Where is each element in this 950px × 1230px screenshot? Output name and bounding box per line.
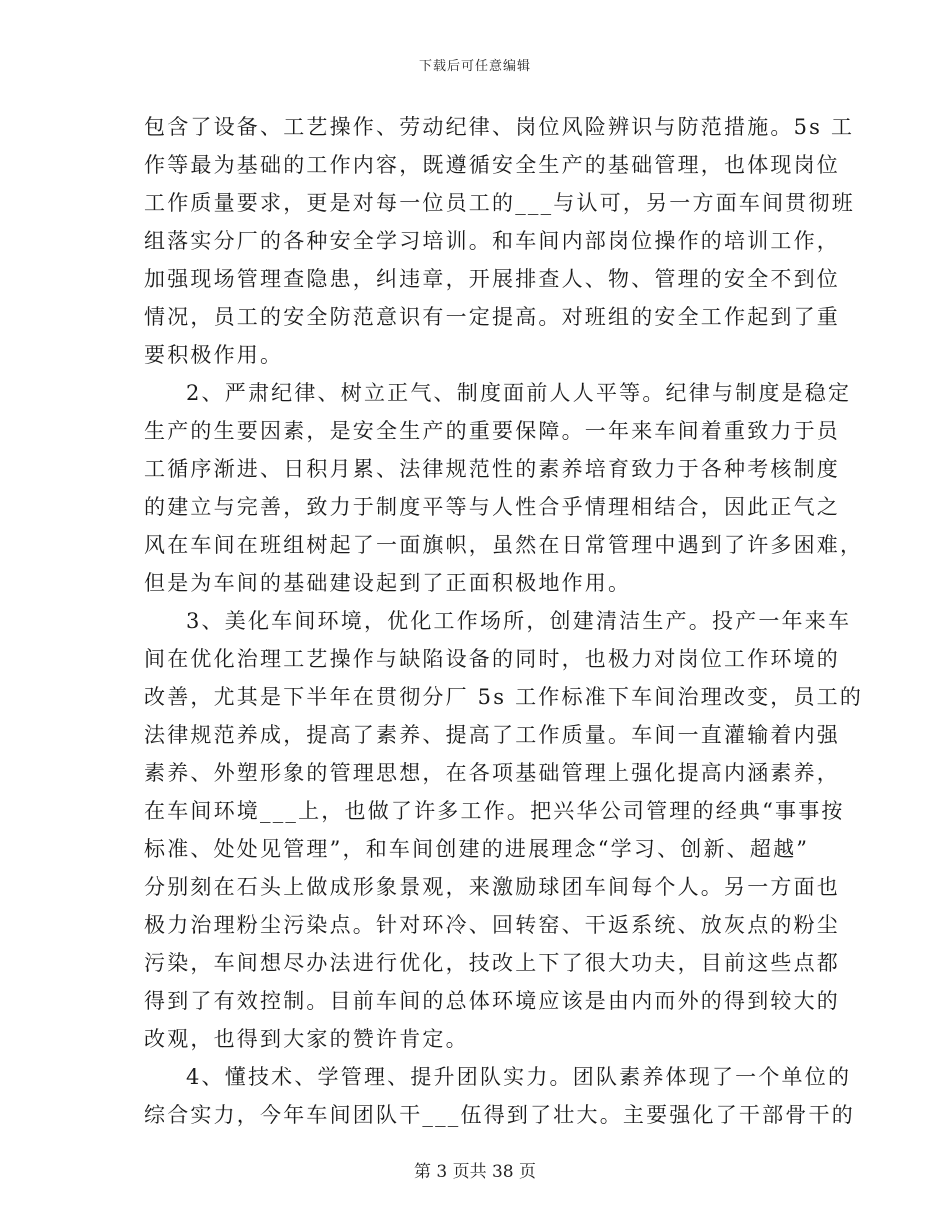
text-line: 得到了有效控制。目前车间的总体环境应该是由内而外的得到较大的 (144, 989, 840, 1013)
text-line: 间在优化治理工艺操作与缺陷设备的同时，也极力对岗位工作环境的 (144, 647, 840, 671)
text-line: 包含了设备、工艺操作、劳动纪律、岗位风险辨识与防范措施。5s 工 (144, 115, 855, 139)
document-body (144, 108, 864, 1134)
text-line: 加强现场管理查隐患，纠违章，开展排查人、物、管理的安全不到位 (144, 267, 840, 291)
text-line: 生产的生要因素，是安全生产的重要保障。一年来车间着重致力于员 (144, 419, 840, 443)
paragraph-start-line: 3、美化车间环境，优化工作场所，创建清洁生产。投产一年来车 (186, 609, 852, 633)
text-line: 组落实分厂的各种安全学习培训。和车间内部岗位操作的培训工作， (144, 229, 840, 253)
text-line: 在车间环境___上，也做了许多工作。把兴华公司管理的经典“事事按 (144, 799, 845, 823)
text-line: 要积极作用。 (144, 343, 284, 367)
text-line: 工循序渐进、日积月累、法律规范性的素养培育致力于各种考核制度 (144, 457, 840, 481)
text-line: 情况，员工的安全防范意识有一定提高。对班组的安全工作起到了重 (144, 305, 840, 329)
paragraph-start-line: 4、懂技术、学管理、提升团队实力。团队素养体现了一个单位的 (186, 1065, 852, 1089)
text-line: 工作质量要求，更是对每一位员工的___与认可，另一方面车间贯彻班 (144, 191, 855, 215)
text-line: 改观，也得到大家的赞许肯定。 (144, 1027, 469, 1051)
text-line: 分别刻在石头上做成形象景观，来激励球团车间每个人。另一方面也 (144, 875, 840, 899)
text-line: 改善，尤其是下半年在贯彻分厂 5s 工作标准下车间治理改变，员工的 (144, 685, 864, 709)
text-line: 但是为车间的基础建设起到了正面积极地作用。 (144, 571, 632, 595)
text-line: 极力治理粉尘污染点。针对环冷、回转窑、干返系统、放灰点的粉尘 (144, 913, 840, 937)
page-number-footer: 第 3 页共 38 页 (413, 1162, 537, 1182)
text-line: 污染，车间想尽办法进行优化，技改上下了很大功夫，目前这些点都 (144, 951, 840, 975)
text-line: 标准、处处见管理”，和车间创建的进展理念“学习、创新、超越” (144, 837, 810, 861)
text-line: 作等最为基础的工作内容，既遵循安全生产的基础管理，也体现岗位 (144, 153, 840, 177)
text-line: 风在车间在班组树起了一面旗帜，虽然在日常管理中遇到了许多困难， (144, 533, 864, 557)
text-line: 的建立与完善，致力于制度平等与人性合乎情理相结合，因此正气之 (144, 495, 840, 519)
text-line: 素养、外塑形象的管理思想，在各项基础管理上强化提高内涵素养， (144, 761, 840, 785)
text-line: 综合实力，今年车间团队干___伍得到了壮大。主要强化了干部骨干的 (144, 1103, 855, 1127)
paragraph-start-line: 2、严肃纪律、树立正气、制度面前人人平等。纪律与制度是稳定 (186, 381, 852, 405)
text-line: 法律规范养成，提高了素养、提高了工作质量。车间一直灌输着内强 (144, 723, 840, 747)
page-header-note: 下载后可任意编辑 (418, 59, 531, 74)
